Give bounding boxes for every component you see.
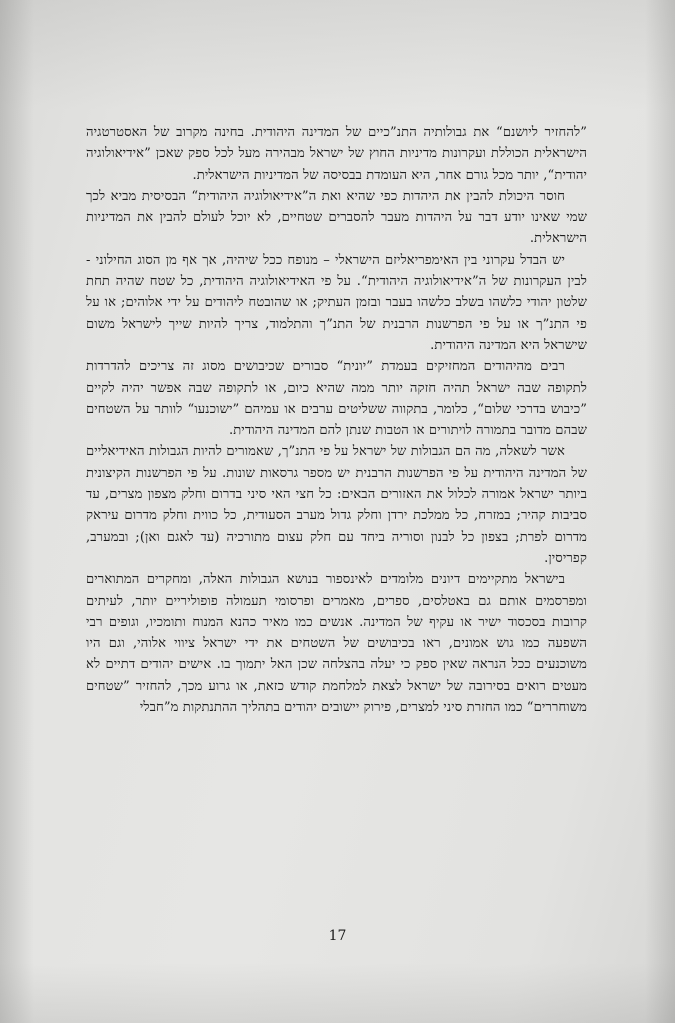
- paragraph: ”להחזיר ליושנם“ את גבולותיה התנ”כיים של המדינה היהודית. בחינה מקרוב של האסטרטגיה הישראלית הכוללת ועקרונות מדיניות החוץ של ישראל מבהירה מעל לכל ספק שאכן ”אידיאולוגיה יהודית“, יותר מכל גורם אחר, היא העומדת בבסיסה של המדיניות הישראלית.: [86, 125, 587, 183]
- paragraph: אשר לשאלה, מה הם הגבולות של ישראל על פי התנ”ך, שאמורים להיות הגבולות האידיאליים של המדינה היהודית על פי הפרשנות הרבנית יש מספר גרסאות שונות. על פי הפרשנות הקיצונית ביותר ישראל אמורה לכלול את האזורים הבאים: כל חצי האי סיני בדרום וחלק מצפון מצרים, עד סביבות קהיר; במזרח, כל ממלכת ירדן וחלק גדול מערב הסעודית, כל כווית וחלק מדרום עיראק מדרום לפרת; בצפון כל לבנון וסוריה ביחד עם חלק עצום מתורכיה (עד לאגם ואן); ובמערב, קפריסין.: [86, 444, 587, 566]
- page-number: 17: [328, 928, 347, 944]
- paragraph: יש הבדל עקרוני בין האימפריאליזם הישראלי – מנופח ככל שיהיה, אך אף מן הסוג החילוני - לבין העקרונות של ה”אידיאולוגיה היהודית“. על פי האידיאולוגיה היהודית, כל שטח שהיה תחת שלטון יהודי כלשהו בשלב כלשהו בעבר ובזמן העתיק; או שהובטח ליהודים על ידי אלוהים; או על פי התנ”ך או על פי הפרשנות הרבנית של התנ”ך והתלמוד, צריך להיות שייך לישראל משום שישראל היא המדינה היהודית.: [86, 252, 587, 353]
- page-top-shading: [0, 0, 675, 110]
- paragraph: רבים מהיהודים המחזיקים בעמדת ”יונית“ סבורים שכיבושים מסוג זה צריכים להדרדות לתקופה שבה ישראל תהיה חזקה יותר ממה שהיא כיום, או לתקופה שבה אפשר יהיה לקיים ”כיבוש בדרכי שלום“, כלומר, בתקווה ששליטים ערבים או עמיהם ”ישוכנעו“ לוותר על השטחים שבהם מדובר בתמורה לויתורים או הטבות שנתן להם המדינה היהודית.: [86, 359, 587, 439]
- paragraph: חוסר היכולת להבין את היהדות כפי שהיא ואת ה”אידיאולוגיה היהודית“ הבסיסית מביא לכך שמי שאינו יודע דבר על היהדות מעבר להסברים שטחיים, לא יוכל לעולם להבין את המדיניות הישראלית.: [86, 188, 587, 247]
- page-text-body: [86, 122, 587, 718]
- page-bottom-shading: [0, 963, 675, 1023]
- paragraph: בישראל מתקיימים דיונים מלומדים לאינספור בנושא הגבולות האלה, ומחקרים המתוארים ומפרסמים אותם גם באטלסים, ספרים, מאמרים ופרסומי תעמולה פופוליריים יותר, לעיתים קרובות בסכסוד ישיר או עקיף של המדינה. אנשים כמו מאיר כהנא המנוח ותומכיו, וגופים רבי השפעה כמו גוש אמונים, ראו בכיבושים של השטחים את ידי ישראל ציווי אלוהי, וגם היו משוכנעים ככל הנראה שאין ספק כי יעלה בהצלחה שכן האל יתמוך בו. אישים יהודים דתיים לא מעטים רואים בסירובה של ישראל לצאת למלחמת קודש כזאת, או גרוע מכך, להחזיר ”שטחים משוחררים“ כמו החזרת סיני למצרים, פירוק יישובים יהודים בתהליך ההתנתקות מ”חבלי: [86, 572, 587, 716]
